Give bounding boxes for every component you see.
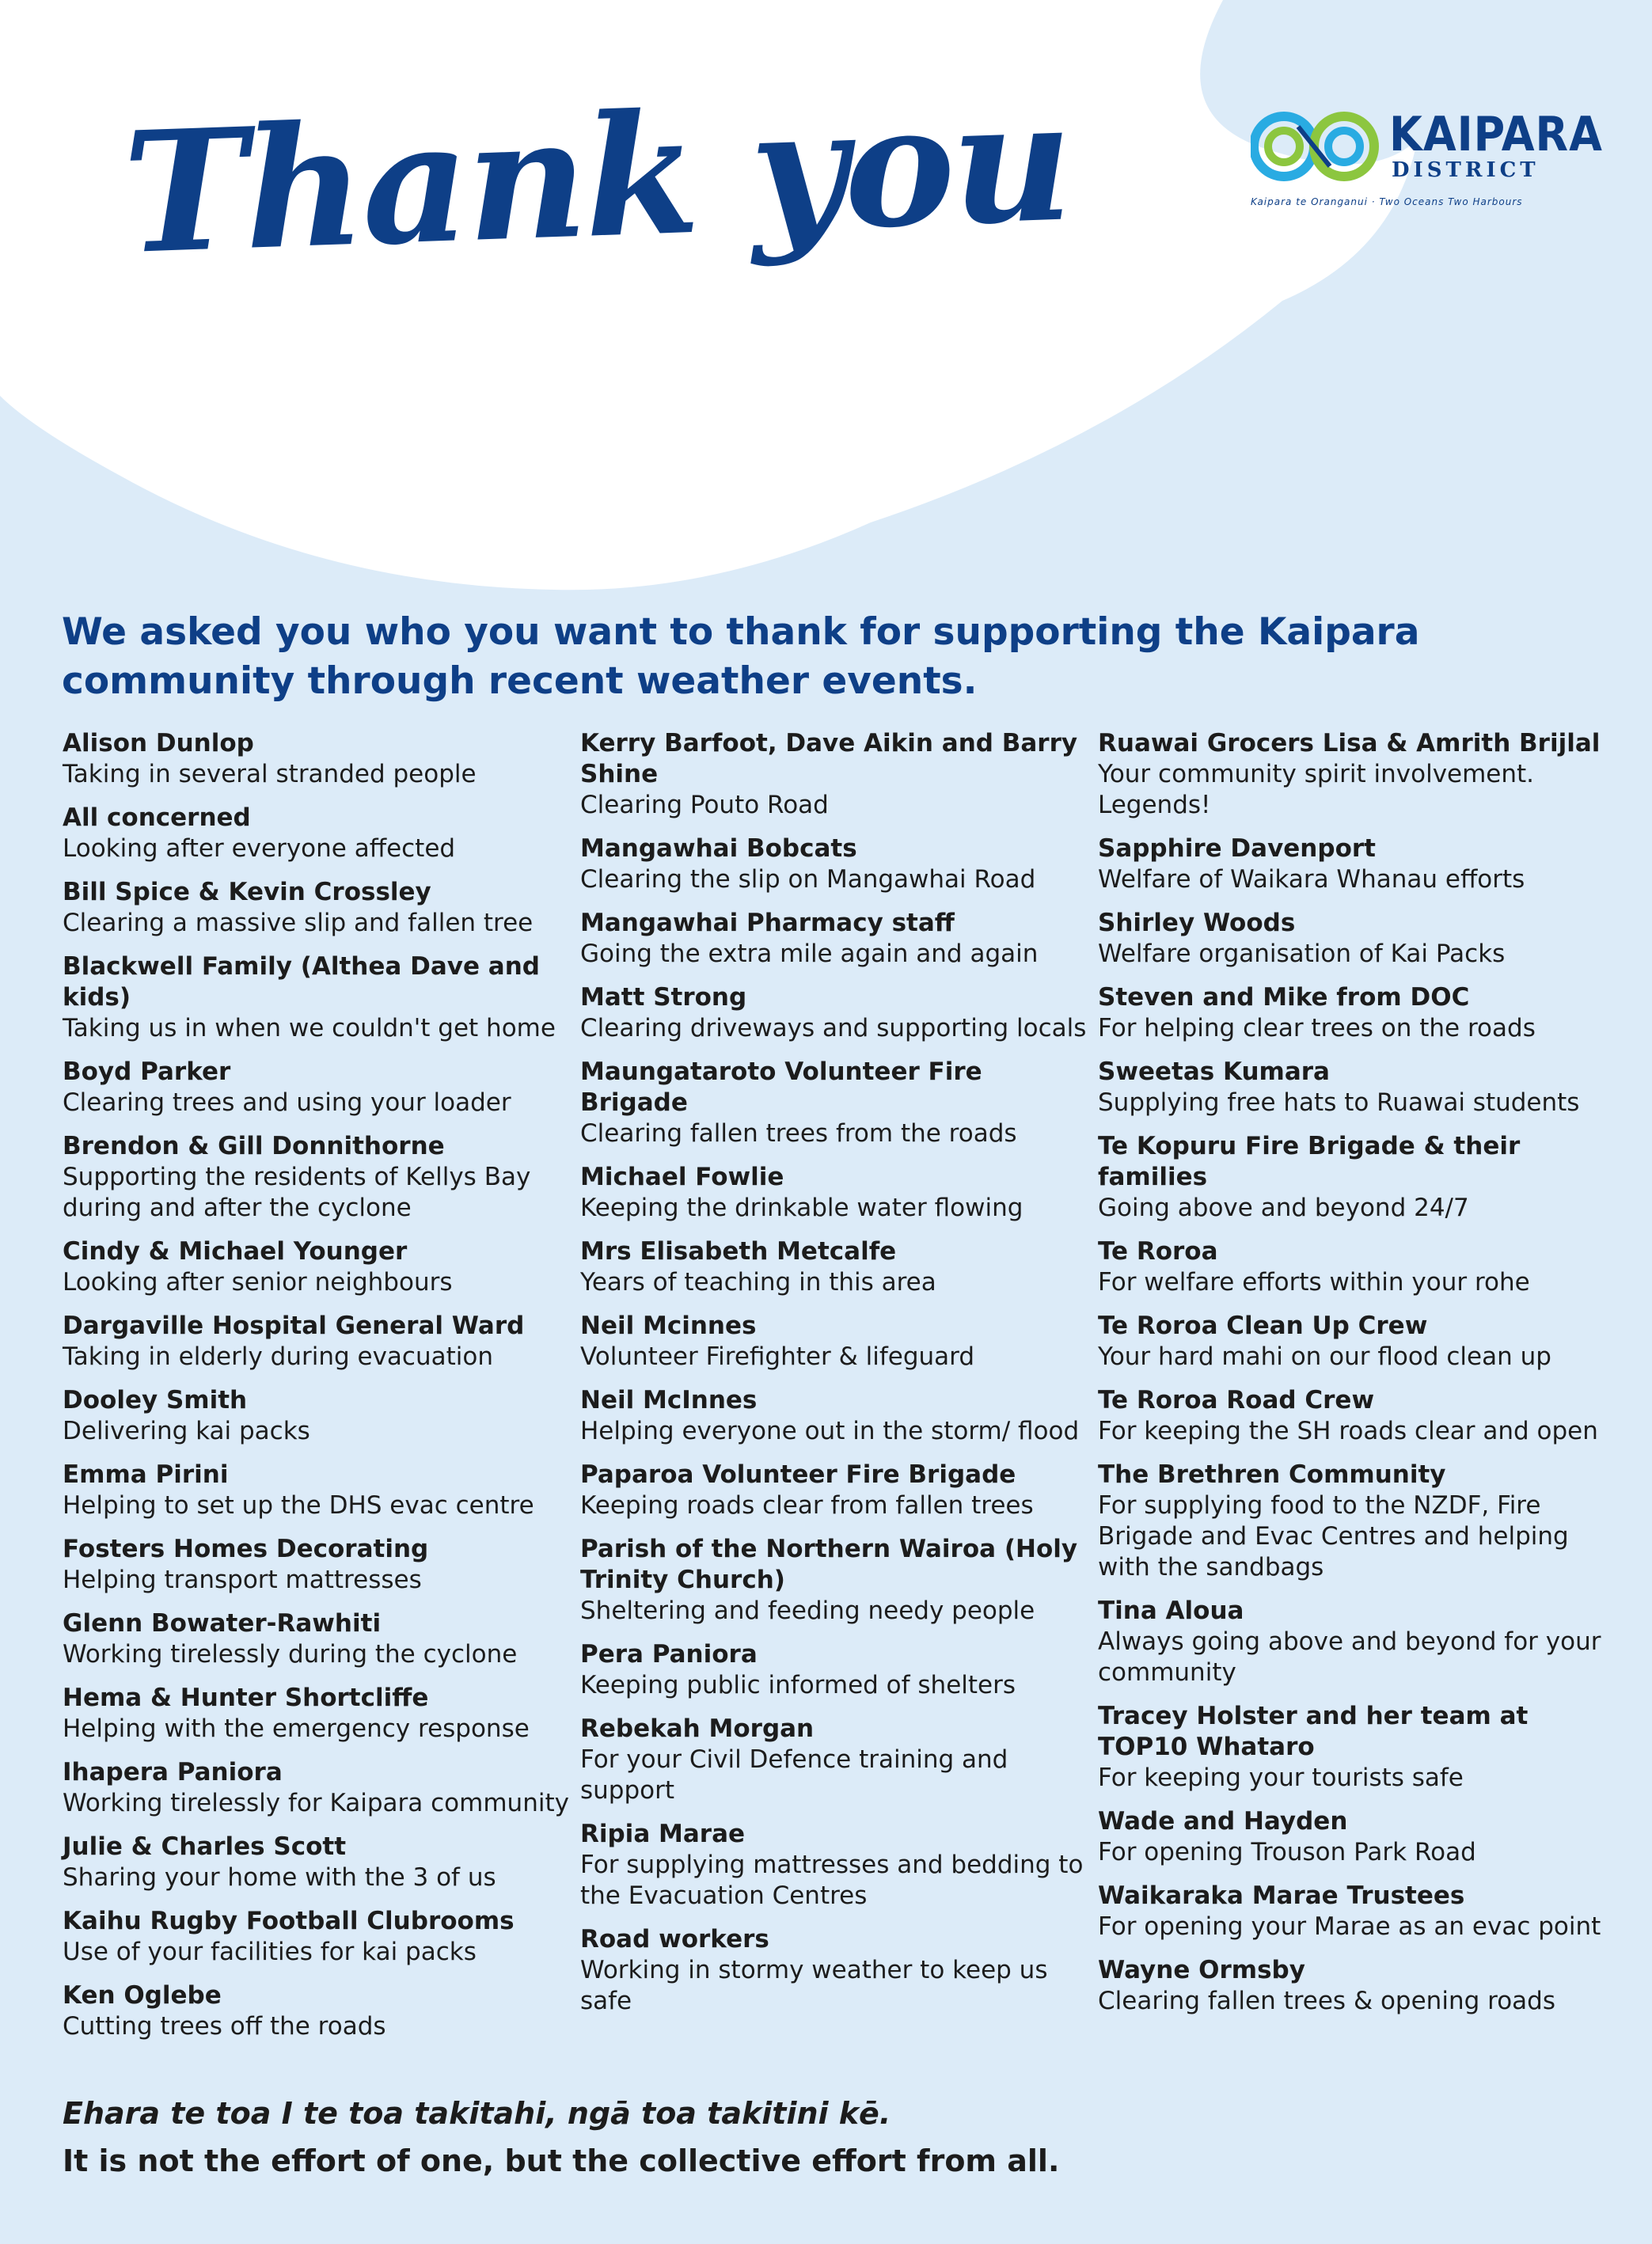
thanks-entry-name: The Brethren Community: [1098, 1460, 1446, 1489]
thanks-entry-description: Supporting the residents of Kellys Bay during and after the cyclone: [63, 1163, 531, 1222]
thanks-entry: [580, 833, 1095, 895]
thanks-entry: [1098, 728, 1612, 821]
thanks-entry-name: Kerry Barfoot, Dave Aikin and Barry Shine: [580, 729, 1078, 788]
thanks-entry: [1098, 1806, 1612, 1868]
thanks-entry-description: For supplying food to the NZDF, Fire Brigade and Evac Centres and helping with the sandbags: [1098, 1491, 1569, 1581]
thanks-entry: [63, 877, 577, 939]
thanks-entry: [580, 982, 1095, 1044]
thanks-entry-name: Dargaville Hospital General Ward: [63, 1312, 525, 1340]
thanks-entry-name: Dooley Smith: [63, 1386, 248, 1414]
thanks-entry-name: Wade and Hayden: [1098, 1807, 1348, 1836]
thanks-entry-description: Always going above and beyond for your community: [1098, 1627, 1601, 1687]
thanks-entry: [580, 1819, 1095, 1912]
thanks-entry-name: Michael Fowlie: [580, 1163, 784, 1191]
kaipara-district-logo: [1251, 103, 1603, 214]
thanks-entry-description: Clearing fallen trees & opening roads: [1098, 1987, 1555, 2015]
thanks-entry: [580, 1460, 1095, 1521]
thanks-entry: [580, 1924, 1095, 2017]
thanks-column-3: [1098, 728, 1612, 2029]
thanks-entry-description: Delivering kai packs: [63, 1417, 310, 1445]
thanks-entry: [1098, 982, 1612, 1044]
thanks-entry-description: Clearing driveways and supporting locals: [580, 1014, 1087, 1042]
thanks-entry-name: Te Roroa Road Crew: [1098, 1386, 1375, 1414]
thanks-entry-description: For keeping your tourists safe: [1098, 1764, 1464, 1792]
thanks-entry-name: Boyd Parker: [63, 1057, 231, 1086]
thanks-entry-name: Sapphire Davenport: [1098, 834, 1376, 863]
thanks-entry-name: Waikaraka Marae Trustees: [1098, 1881, 1465, 1910]
thanks-entry: [1098, 833, 1612, 895]
thanks-entry: [63, 1832, 577, 1893]
thanks-entry-description: Sharing your home with the 3 of us: [63, 1863, 496, 1892]
thanks-entry: [580, 1385, 1095, 1447]
thanks-entry: [63, 1906, 577, 1968]
thanks-entry: [580, 1714, 1095, 1806]
thanks-entry-name: Steven and Mike from DOC: [1098, 983, 1470, 1012]
thanks-entry: [63, 951, 577, 1044]
thanks-entry-name: Hema & Hunter Shortcliffe: [63, 1684, 429, 1712]
thanks-entry: [63, 1757, 577, 1819]
thanks-entry: [63, 1608, 577, 1670]
thanks-entry-description: Use of your facilities for kai packs: [63, 1938, 477, 1966]
thanks-entry-description: For welfare efforts within your rohe: [1098, 1268, 1530, 1297]
thanks-entry-name: Julie & Charles Scott: [63, 1832, 347, 1861]
thanks-entry-description: Taking in elderly during evacuation: [63, 1342, 493, 1371]
thanks-entry-name: Rebekah Morgan: [580, 1714, 815, 1743]
thanks-entry-description: Helping everyone out in the storm/ flood: [580, 1417, 1080, 1445]
thanks-entry-description: For helping clear trees on the roads: [1098, 1014, 1536, 1042]
logo-name-line1: KAIPARA: [1389, 107, 1603, 162]
thanks-entry: [580, 1057, 1095, 1149]
thanks-entry-name: Emma Pirini: [63, 1460, 229, 1489]
thanks-entry-description: Keeping roads clear from fallen trees: [580, 1491, 1034, 1520]
thanks-entry-description: Helping to set up the DHS evac centre: [63, 1491, 534, 1520]
thanks-entry-name: Ihapera Paniora: [63, 1758, 283, 1786]
thanks-entry-name: Road workers: [580, 1925, 769, 1954]
thanks-entry: [580, 1639, 1095, 1701]
thanks-entry: [580, 728, 1095, 821]
thanks-entry-name: Blackwell Family (Althea Dave and kids): [63, 952, 540, 1012]
thanks-entry-description: Your community spirit involvement. Legends!: [1098, 760, 1535, 819]
thanks-entry: [63, 1311, 577, 1373]
thanks-entry-description: Working tirelessly during the cyclone: [63, 1640, 518, 1669]
thanks-column-2: [580, 728, 1095, 2029]
thanks-entry: [63, 1980, 577, 2042]
thanks-entry-description: Looking after everyone affected: [63, 834, 456, 863]
thanks-entry-name: Brendon & Gill Donnithorne: [63, 1132, 445, 1160]
thanks-entry: [63, 1683, 577, 1745]
thanks-entry: [63, 1057, 577, 1118]
thanks-entry: [1098, 1385, 1612, 1447]
logo-name-line2: DISTRICT: [1392, 158, 1540, 182]
thanks-entry-name: Te Roroa: [1098, 1237, 1218, 1266]
thanks-entry: [63, 1385, 577, 1447]
thanks-entry-name: Shirley Woods: [1098, 909, 1296, 937]
thanks-entry: [580, 908, 1095, 970]
thanks-entry: [63, 1460, 577, 1521]
thanks-entry: [580, 1236, 1095, 1298]
thanks-entry: [1098, 1701, 1612, 1794]
thanks-entry-description: Volunteer Firefighter & lifeguard: [580, 1342, 975, 1371]
thanks-entry-name: Te Roroa Clean Up Crew: [1098, 1312, 1428, 1340]
thanks-entry-description: Sheltering and feeding needy people: [580, 1597, 1035, 1625]
thanks-entry-description: Your hard mahi on our flood clean up: [1098, 1342, 1551, 1371]
thanks-entry-name: Ruawai Grocers Lisa & Amrith Brijlal: [1098, 729, 1601, 757]
thanks-entry-description: Taking us in when we couldn't get home: [63, 1014, 556, 1042]
thanks-entry-description: For supplying mattresses and bedding to the Evacuation Centres: [580, 1851, 1084, 1910]
thanks-column-1: [63, 728, 577, 2055]
thanks-entry: [580, 1162, 1095, 1224]
thanks-entry-description: Clearing fallen trees from the roads: [580, 1119, 1017, 1148]
thanks-entry-name: Neil McInnes: [580, 1386, 758, 1414]
thanks-entry-name: Bill Spice & Kevin Crossley: [63, 878, 431, 906]
logo-swirl-icon: [1251, 103, 1385, 190]
thanks-entry-description: Keeping public informed of shelters: [580, 1671, 1016, 1699]
closing-proverb: [63, 2090, 1059, 2185]
thanks-entry-description: Welfare organisation of Kai Packs: [1098, 940, 1506, 968]
thanks-entry-name: Neil Mcinnes: [580, 1312, 757, 1340]
thanks-entry-description: Going the extra mile again and again: [580, 940, 1039, 968]
thanks-entry-name: Pera Paniora: [580, 1640, 758, 1669]
intro-text: We asked you who you want to thank for supporting the Kaipara community through recent weather events.: [62, 610, 1420, 703]
thanks-entry-name: Cindy & Michael Younger: [63, 1237, 408, 1266]
thanks-entry-name: Ken Oglebe: [63, 1981, 222, 2010]
thanks-entry-name: Alison Dunlop: [63, 729, 254, 757]
thanks-entry-name: Maungataroto Volunteer Fire Brigade: [580, 1057, 982, 1117]
thanks-entry-name: Kaihu Rugby Football Clubrooms: [63, 1907, 515, 1935]
thanks-entry: [1098, 1057, 1612, 1118]
thanks-entry-name: Ripia Marae: [580, 1820, 746, 1848]
thanks-entry: [63, 728, 577, 790]
thanks-entry-description: Working tirelessly for Kaipara community: [63, 1789, 569, 1817]
thanks-entry: [1098, 1131, 1612, 1224]
thanks-entry-name: Fosters Homes Decorating: [63, 1535, 429, 1563]
thanks-entry-name: Tina Aloua: [1098, 1597, 1244, 1625]
thanks-entry-name: Mangawhai Bobcats: [580, 834, 857, 863]
thanks-entry-description: Clearing a massive slip and fallen tree: [63, 909, 534, 937]
thanks-entry-description: For opening your Marae as an evac point: [1098, 1912, 1601, 1941]
thanks-entry: [1098, 1596, 1612, 1688]
thanks-entry: [1098, 1236, 1612, 1298]
thanks-entry-description: Welfare of Waikara Whanau efforts: [1098, 865, 1525, 894]
page-heading: Thank you: [120, 63, 1073, 291]
proverb-english: It is not the effort of one, but the collective effort from all.: [63, 2143, 1060, 2178]
thanks-entry-description: Years of teaching in this area: [580, 1268, 936, 1297]
thanks-entry: [1098, 1460, 1612, 1583]
thanks-entry-description: For your Civil Defence training and support: [580, 1745, 1008, 1805]
thanks-entry: [580, 1311, 1095, 1373]
logo-tagline: Kaipara te Oranganui · Two Oceans Two Harbours: [1251, 196, 1523, 207]
thanks-entry-name: Sweetas Kumara: [1098, 1057, 1330, 1086]
thanks-entry-name: All concerned: [63, 803, 251, 832]
thanks-entry-description: Working in stormy weather to keep us safe: [580, 1956, 1048, 2015]
thanks-entry-description: Looking after senior neighbours: [63, 1268, 453, 1297]
thanks-entry: [63, 803, 577, 864]
thanks-entry-description: Taking in several stranded people: [63, 760, 477, 788]
thanks-entry: [1098, 908, 1612, 970]
thanks-entry-description: Helping transport mattresses: [63, 1566, 422, 1594]
thanks-entry-description: Clearing trees and using your loader: [63, 1088, 511, 1117]
thanks-entry: [1098, 1955, 1612, 2017]
thanks-entry-name: Paparoa Volunteer Fire Brigade: [580, 1460, 1016, 1489]
thanks-entry-description: Clearing the slip on Mangawhai Road: [580, 865, 1036, 894]
thanks-entry-name: Wayne Ormsby: [1098, 1956, 1305, 1984]
thanks-entry-description: For keeping the SH roads clear and open: [1098, 1417, 1598, 1445]
thanks-entry: [1098, 1311, 1612, 1373]
thanks-entry-description: Going above and beyond 24/7: [1098, 1194, 1469, 1222]
thanks-entry-description: Cutting trees off the roads: [63, 2012, 386, 2041]
thanks-entry-description: Clearing Pouto Road: [580, 791, 829, 819]
thanks-entry: [580, 1534, 1095, 1627]
thanks-entry-description: For opening Trouson Park Road: [1098, 1838, 1476, 1866]
thanks-entry-name: Te Kopuru Fire Brigade & their families: [1098, 1132, 1521, 1191]
thanks-entry: [63, 1236, 577, 1298]
thanks-entry-name: Mangawhai Pharmacy staff: [580, 909, 955, 937]
thanks-entry-name: Tracey Holster and her team at TOP10 Whataro: [1098, 1702, 1529, 1761]
thanks-entry-name: Parish of the Northern Wairoa (Holy Trinity Church): [580, 1535, 1078, 1594]
thanks-entry-description: Keeping the drinkable water flowing: [580, 1194, 1023, 1222]
thanks-entry: [1098, 1881, 1612, 1942]
thanks-entry: [63, 1534, 577, 1596]
thanks-entry-description: Supplying free hats to Ruawai students: [1098, 1088, 1580, 1117]
thanks-entry-name: Matt Strong: [580, 983, 747, 1012]
thanks-entry-name: Glenn Bowater-Rawhiti: [63, 1609, 382, 1638]
proverb-maori: Ehara te toa I te toa takitahi, ngā toa takitini kē.: [63, 2096, 891, 2131]
thanks-entry-description: Helping with the emergency response: [63, 1714, 530, 1743]
thanks-entry: [63, 1131, 577, 1224]
thanks-entry-name: Mrs Elisabeth Metcalfe: [580, 1237, 897, 1266]
